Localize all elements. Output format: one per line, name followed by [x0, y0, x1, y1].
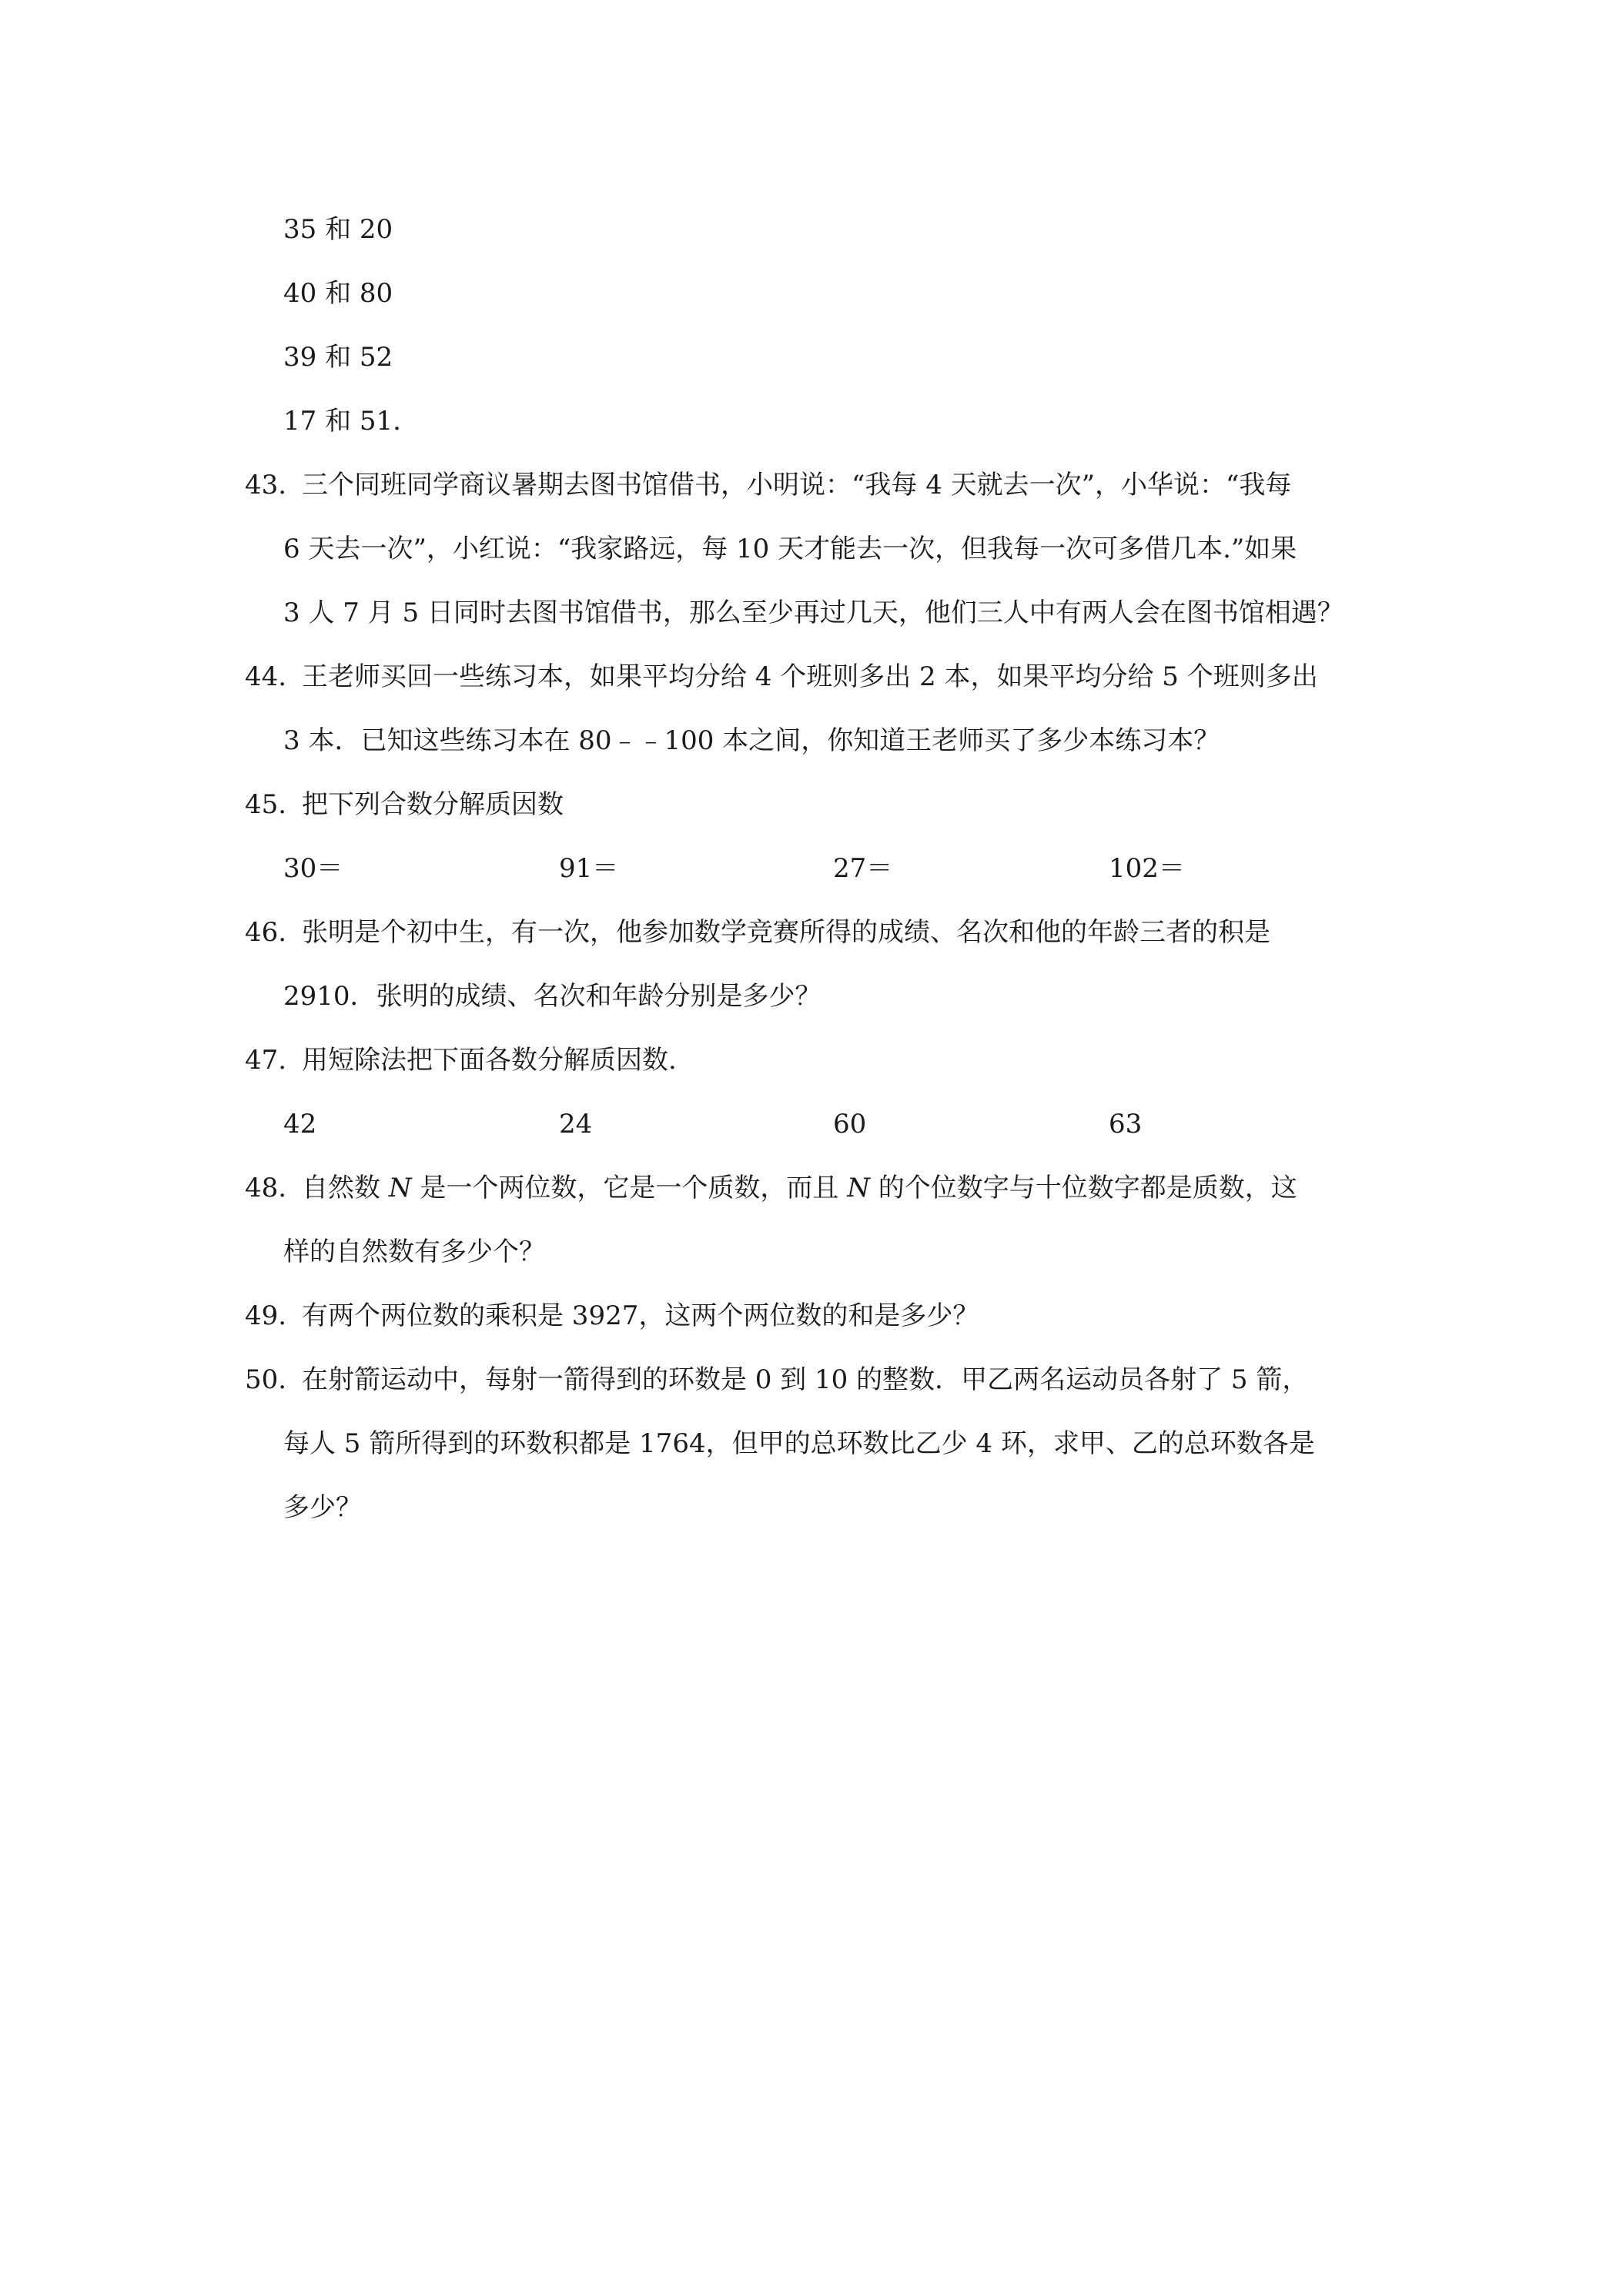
number-item: 63 — [1109, 1109, 1143, 1140]
question-number: 44. — [245, 661, 287, 692]
pair-item: 17 和 51. — [283, 406, 401, 437]
question-text: 把下列合数分解质因数 — [302, 789, 564, 820]
question-text: 6 天去一次”，小红说：“我家路远，每 10 天才能去一次，但我每一次可多借几本.”如果 — [283, 534, 1297, 564]
question-text: 用短除法把下面各数分解质因数. — [302, 1045, 677, 1076]
question-text: 样的自然数有多少个？ — [283, 1237, 545, 1267]
question-text: 每人 5 箭所得到的环数积都是 1764，但甲的总环数比乙少 4 环，求甲、乙的总环数各是 — [283, 1428, 1315, 1459]
question-text: 有两个两位数的乘积是 3927，这两个两位数的和是多少？ — [302, 1300, 979, 1331]
question-number: 47. — [245, 1045, 287, 1076]
variable-n: N — [847, 1173, 870, 1203]
pair-item: 35 和 20 — [283, 214, 393, 245]
number-item: 42 — [283, 1109, 317, 1140]
question-text: 在射箭运动中，每射一箭得到的环数是 0 到 10 的整数．甲乙两名运动员各射了 5 箭， — [302, 1364, 1309, 1395]
question-text: 3 本．已知这些练习本在 80﹣﹣100 本之间，你知道王老师买了多少本练习本？ — [283, 725, 1220, 756]
question-number: 50. — [245, 1364, 287, 1395]
factor-item: 91＝ — [559, 853, 619, 884]
question-text: 王老师买回一些练习本，如果平均分给 4 个班则多出 2 本，如果平均分给 5 个班则多出 — [302, 661, 1318, 692]
question-number: 45. — [245, 789, 287, 820]
factor-item: 30＝ — [283, 853, 343, 884]
question-text-part: 是一个两位数，它是一个质数，而且 — [411, 1173, 848, 1203]
question-number: 46. — [245, 917, 287, 948]
question-text-part: 的个位数字与十位数字都是质数，这 — [869, 1173, 1297, 1203]
question-text-part: 自然数 — [302, 1173, 389, 1203]
question-text: 多少？ — [283, 1492, 362, 1523]
question-text: 张明是个初中生，有一次，他参加数学竞赛所得的成绩、名次和他的年龄三者的积是 — [302, 917, 1270, 948]
number-item: 60 — [833, 1109, 867, 1140]
pair-item: 39 和 52 — [283, 342, 393, 373]
factor-item: 102＝ — [1109, 853, 1185, 884]
question-text: 3 人 7 月 5 日同时去图书馆借书，那么至少再过几天，他们三人中有两人会在图书馆相遇？ — [283, 597, 1344, 628]
question-number: 43. — [245, 470, 287, 500]
question-text — [302, 1171, 1297, 1205]
variable-n: N — [388, 1173, 412, 1203]
question-number: 49. — [245, 1300, 287, 1331]
number-item: 24 — [559, 1109, 593, 1140]
question-text: 2910．张明的成绩、名次和年龄分别是多少？ — [283, 981, 822, 1012]
pair-item: 40 和 80 — [283, 278, 393, 309]
question-text: 三个同班同学商议暑期去图书馆借书，小明说：“我每 4 天就去一次”，小华说：“我每 — [302, 470, 1292, 500]
question-number: 48. — [245, 1173, 287, 1203]
factor-item: 27＝ — [833, 853, 893, 884]
